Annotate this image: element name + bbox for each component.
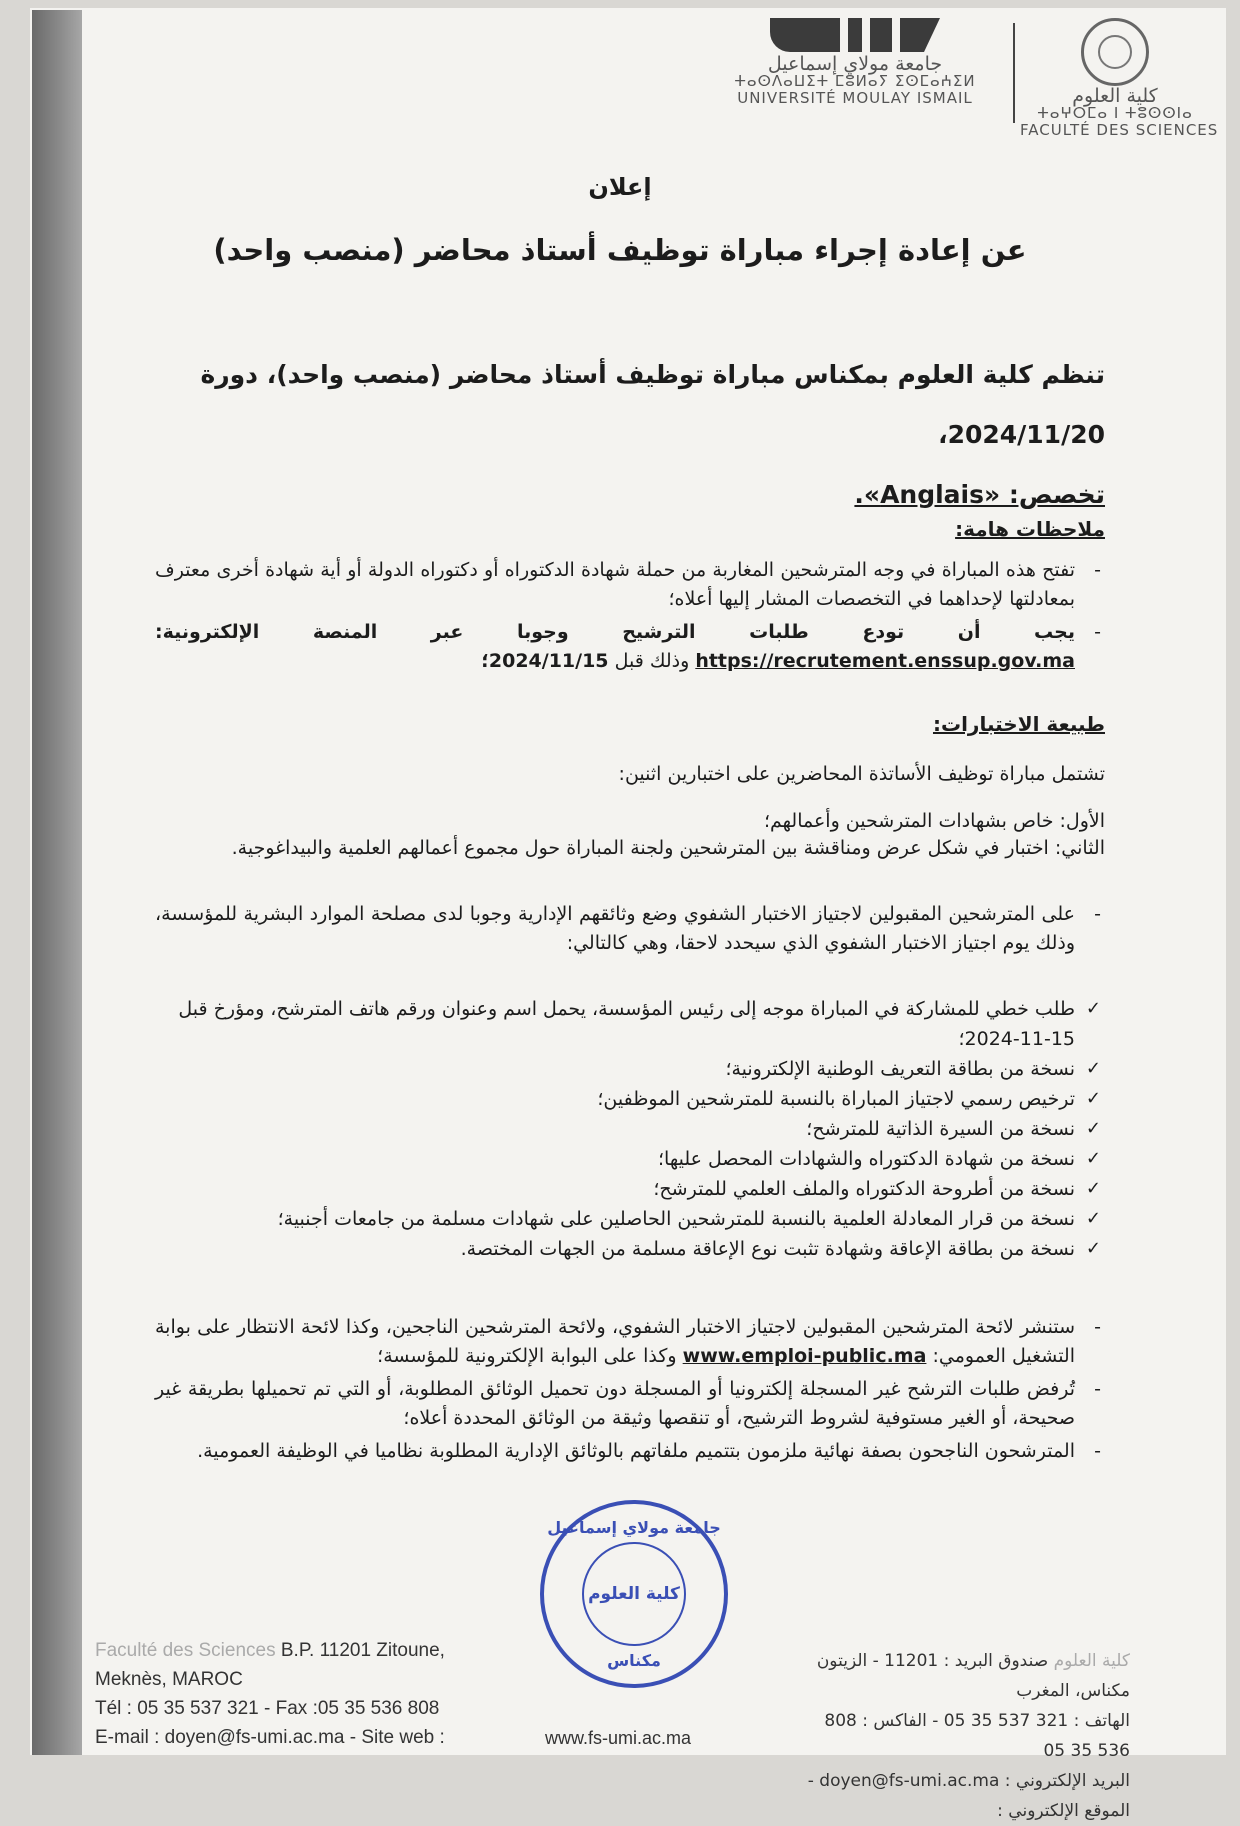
- stamp-bottom-text: مكناس: [607, 1651, 661, 1670]
- document-item: ✓ نسخة من بطاقة التعريف الوطنية الإلكترونية؛: [155, 1054, 1105, 1084]
- document-page: [30, 8, 1226, 1755]
- footer-website-link[interactable]: www.fs-umi.ac.ma: [545, 1728, 692, 1748]
- exam-first: الأول: خاص بشهادات المترشحين وأعمالهم؛: [763, 810, 1105, 832]
- document-item: ✓ نسخة من أطروحة الدكتوراه والملف العلمي للمترشح؛: [155, 1174, 1105, 1204]
- documents-intro: [155, 900, 1105, 962]
- official-stamp: [540, 1500, 728, 1688]
- faculty-name-ar: كلية العلوم: [1072, 85, 1158, 107]
- university-logo: [725, 18, 985, 107]
- university-name-tifinagh: ⵜⴰⵙⴷⴰⵡⵉⵜ ⵎⵓⵍⴰⵢ ⵉⵙⵎⴰⵄⵉⵍ: [734, 72, 976, 90]
- exams-intro: تشتمل مباراة توظيف الأساتذة المحاضرين على اختبارين اثنين:: [618, 763, 1105, 785]
- intro-line: تنظم كلية العلوم بمكناس مباراة توظيف أستاذ محاضر (منصب واحد)، دورة 2024/11/20،: [200, 360, 1105, 449]
- emploi-public-link[interactable]: www.emploi-public.ma: [682, 1345, 927, 1367]
- deadline-date: 2024/11/15؛: [481, 650, 609, 672]
- notes-list: [155, 556, 1105, 680]
- intro: [155, 345, 1105, 525]
- faculty-emblem-icon: [1081, 18, 1149, 86]
- documents-list: [155, 994, 1105, 1264]
- faculty-logo: [1020, 18, 1219, 139]
- final-note-item: - ستنشر لائحة المترشحين المقبولين لاجتياز الاختبار الشفوي، ولائحة المترشحين الناجحين، وكذا لائحة الانتظار على بوابة التشغيل العمومي: www.emploi-public.ma وكذا على البوابة الإلكترونية للمؤسسة؛: [155, 1313, 1105, 1371]
- final-note-item: - تُرفض طلبات الترشح غير المسجلة إلكترونيا أو المسجلة دون تحميل الوثائق المطلوبة، أو التي تم تحميلها بطريقة غير صحيحة، أو الغير مستوفية لشروط الترشيح، أو تنقصها وثيقة من الوثائق المحددة أعلاه؛: [155, 1375, 1105, 1433]
- note-item: - تفتح هذه المباراة في وجه المترشحين المغاربة من حملة شهادة الدكتوراه أو دكتوراه الدولة أو أية شهادة أخرى معترف بمعادلتها لإحداهما في التخصصات المشار إليها أعلاه؛: [155, 556, 1105, 614]
- university-name-fr: UNIVERSITÉ MOULAY ISMAIL: [737, 89, 973, 107]
- faculty-name-fr: FACULTÉ DES SCIENCES: [1020, 121, 1219, 139]
- document-item: ✓ نسخة من السيرة الذاتية للمترشح؛: [155, 1114, 1105, 1144]
- stamp-outer-text: جامعة مولاي إسماعيل: [547, 1518, 721, 1537]
- final-notes: [155, 1313, 1105, 1470]
- note-item: - يجب أن تودع طلبات الترشيح وجوبا عبر المنصة الإلكترونية: https://recrutement.enssup.gov.ma وذلك قبل 2024/11/15؛: [155, 618, 1105, 676]
- document-item: ✓ نسخة من قرار المعادلة العلمية بالنسبة للمترشحين الحاصلين على شهادات مسلمة من جامعات أجنبية؛: [155, 1204, 1105, 1234]
- faculty-name-tifinagh: ⵜⴰⵖⵔⵎⴰ ⵏ ⵜⵓⵙⵙⵏⴰ: [1037, 104, 1193, 122]
- notes-heading: ملاحظات هامة:: [955, 517, 1105, 541]
- footer-address-fr: Faculté des Sciences B.P. 11201 Zitoune, Meknès, MAROC Tél : 05 35 537 321 - Fax :05 35 536 808 E-mail : doyen@fs-umi.ac.ma - Site web :: [95, 1640, 445, 1748]
- stamp-center-text: كلية العلوم: [582, 1542, 686, 1646]
- left-binding-bar: [32, 10, 82, 1755]
- logo-divider: [1013, 23, 1015, 123]
- announcement-subject: عن إعادة إجراء مباراة توظيف أستاذ محاضر (منصب واحد): [213, 233, 1027, 267]
- specialty-line: تخصص: «Anglais».: [854, 480, 1105, 509]
- exams-types: [155, 808, 1105, 862]
- document-item: ✓ ترخيص رسمي لاجتياز المباراة بالنسبة للمترشحين الموظفين؛: [155, 1084, 1105, 1114]
- document-item: ✓ نسخة من بطاقة الإعاقة وشهادة تثبت نوع الإعاقة مسلمة من الجهات المختصة.: [155, 1234, 1105, 1264]
- exams-heading: طبيعة الاختبارات:: [932, 712, 1105, 736]
- announcement-title: إعلان: [588, 173, 652, 201]
- exam-second: الثاني: اختبار في شكل عرض ومناقشة بين المترشحين ولجنة المباراة حول مجموع أعمالهم العلمية والبيداغوجية.: [231, 837, 1105, 859]
- documents-intro-text: - على المترشحين المقبولين لاجتياز الاختبار الشفوي وضع وثائقهم الإدارية وجوبا لدى مصلحة الموارد البشرية للمؤسسة، وذلك يوم اجتياز الاختبار الشفوي الذي سيحدد لاحقا، وهي كالتالي:: [155, 900, 1105, 958]
- letterhead: [690, 18, 1219, 139]
- recruitment-platform-link[interactable]: https://recrutement.enssup.gov.ma: [695, 650, 1075, 672]
- footer-address-ar: كلية العلوم صندوق البريد : 11201 - الزيتون مكناس، المغرب الهاتف : 321 537 35 05 - الفاكس : 808 536 35 05 البريد الإلكتروني : doyen@fs-umi.ac.ma - الموقع الإلكتروني :: [807, 1651, 1130, 1821]
- document-item: ✓ نسخة من شهادة الدكتوراه والشهادات المحصل عليها؛: [155, 1144, 1105, 1174]
- university-emblem-icon: [725, 18, 985, 52]
- exams-description: [155, 760, 1105, 789]
- university-name-ar: جامعة مولاي إسماعيل: [767, 53, 943, 75]
- document-item: ✓ طلب خطي للمشاركة في المباراة موجه إلى رئيس المؤسسة، يحمل اسم وعنوان ورقم هاتف المترشح، ومؤرخ قبل 15-11-2024؛: [155, 994, 1105, 1054]
- final-note-item: - المترشحون الناجحون بصفة نهائية ملزمون بتتميم ملفاتهم بالوثائق الإدارية المطلوبة نظاميا في الوظيفة العمومية.: [155, 1437, 1105, 1466]
